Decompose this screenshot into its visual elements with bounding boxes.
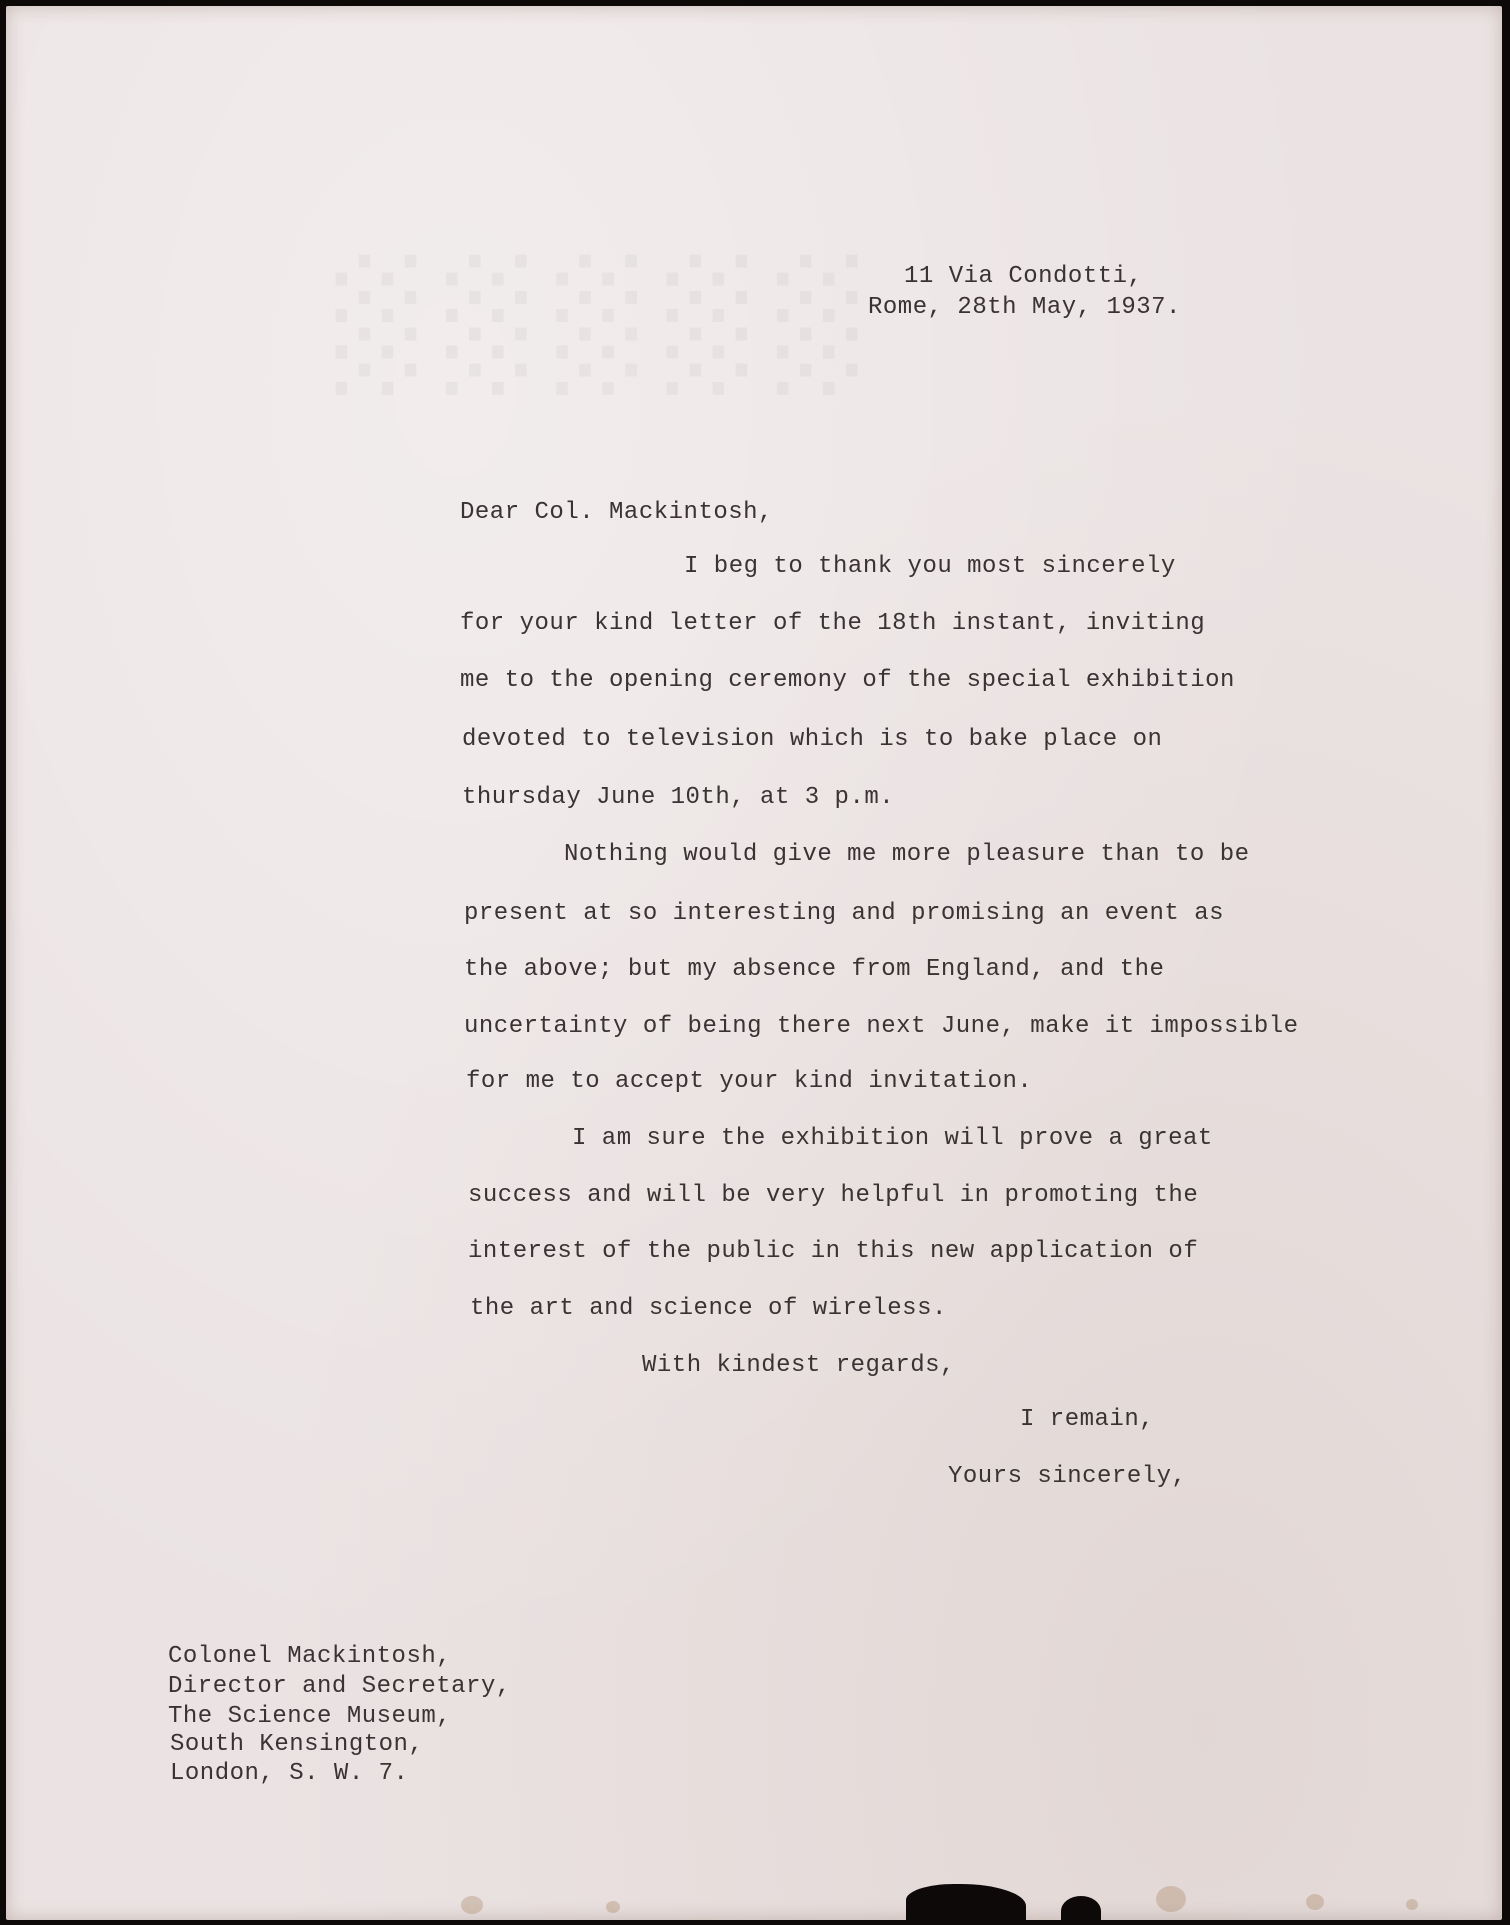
body-line-13: interest of the public in this new application of: [468, 1238, 1199, 1265]
letter-sheet: [6, 6, 1502, 1920]
body-line-10: for me to accept your kind invitation.: [466, 1068, 1033, 1095]
body-line-1: I beg to thank you most sincerely: [684, 553, 1176, 580]
paper-watermark: ░░░░░: [306, 256, 858, 395]
letter-date: Rome, 28th May, 1937.: [868, 294, 1181, 321]
foxing-stain: [606, 1901, 620, 1913]
body-line-3: me to the opening ceremony of the special exhibition: [460, 667, 1235, 694]
recipient-line-1: Colonel Mackintosh,: [168, 1643, 452, 1670]
foxing-stain: [461, 1896, 483, 1914]
recipient-line-2: Director and Secretary,: [168, 1673, 511, 1700]
body-line-5: thursday June 10th, at 3 p.m.: [462, 784, 895, 811]
body-line-14: the art and science of wireless.: [470, 1295, 947, 1322]
body-line-4: devoted to television which is to bake place on: [462, 726, 1163, 753]
body-line-7: present at so interesting and promising an event as: [464, 900, 1225, 927]
paper-tear: [1061, 1896, 1101, 1920]
paper-tear: [906, 1884, 1026, 1920]
body-line-9: uncertainty of being there next June, make it impossible: [464, 1013, 1299, 1040]
salutation: Dear Col. Mackintosh,: [460, 499, 773, 526]
recipient-line-4: South Kensington,: [170, 1731, 424, 1758]
closing-regards: With kindest regards,: [642, 1352, 955, 1379]
foxing-stain: [1306, 1894, 1324, 1910]
recipient-line-5: London, S. W. 7.: [170, 1760, 409, 1787]
body-line-12: success and will be very helpful in promoting the: [468, 1182, 1199, 1209]
closing-remain: I remain,: [1020, 1406, 1155, 1433]
body-line-11: I am sure the exhibition will prove a great: [572, 1125, 1213, 1152]
sender-address: 11 Via Condotti,: [904, 263, 1143, 290]
foxing-stain: [1406, 1899, 1418, 1910]
body-line-8: the above; but my absence from England, and the: [464, 956, 1165, 983]
body-line-2: for your kind letter of the 18th instant, inviting: [460, 610, 1206, 637]
body-line-6: Nothing would give me more pleasure than to be: [564, 841, 1250, 868]
recipient-line-3: The Science Museum,: [168, 1703, 452, 1730]
foxing-stain: [1156, 1886, 1186, 1912]
closing-sign-off: Yours sincerely,: [948, 1463, 1187, 1490]
